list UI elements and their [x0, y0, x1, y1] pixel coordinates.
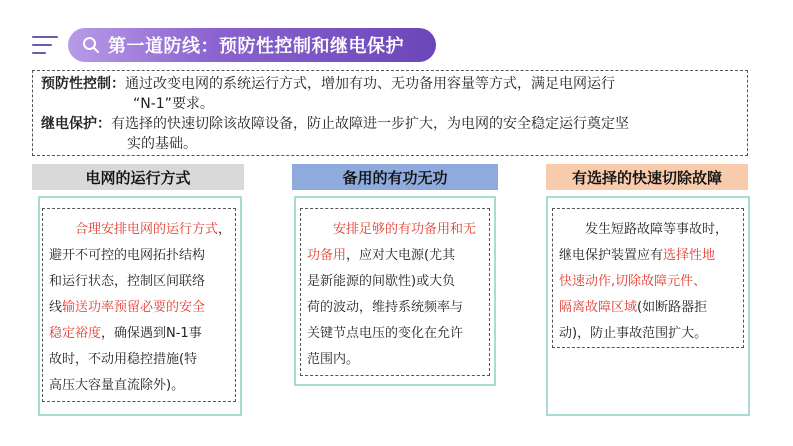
- highlighted-text: 安排足够的有功备用和无: [333, 222, 477, 237]
- definition-text: 有选择的快速切除该故障设备，防止故障进一步扩大，为电网的安全稳定运行奠定坚: [111, 116, 629, 132]
- paragraph-line: [49, 373, 229, 399]
- definition-separator: ：: [111, 76, 125, 92]
- title-banner: [68, 28, 436, 62]
- paragraph-line: [49, 347, 229, 373]
- menu-icon-bar: [32, 52, 46, 54]
- highlighted-text: 稳定裕度: [49, 326, 102, 341]
- paragraph-line: [559, 321, 737, 347]
- paragraph-line: [307, 321, 483, 347]
- body-text: 故时，不动用稳控措施(特: [49, 352, 198, 367]
- paragraph-line: [49, 243, 229, 269]
- definition-preventive-control: [41, 74, 739, 114]
- highlighted-text: 隔离故障区域: [559, 300, 638, 315]
- definition-text-continued: “N-1”要求。: [133, 96, 214, 112]
- paragraph-line: [49, 217, 232, 243]
- body-text: 和运行状态，控制区间联络: [49, 274, 206, 289]
- menu-icon-bar: [32, 36, 58, 38]
- body-text: ，确保遇到N-1事: [101, 326, 202, 341]
- paragraph-line: [307, 295, 483, 321]
- body-text: 高压大容量直流除外)。: [49, 378, 185, 393]
- highlighted-text: 输送功率预留必要的安全: [62, 300, 206, 315]
- body-text: 避开不可控的电网拓扑结构: [49, 248, 206, 263]
- paragraph-line: [49, 321, 229, 347]
- menu-icon-bar: [32, 44, 52, 46]
- menu-icon[interactable]: [32, 36, 58, 56]
- definition-separator: ：: [97, 116, 111, 132]
- search-icon: [82, 36, 100, 54]
- page-title: 第一道防线：预防性控制和继电保护: [108, 36, 404, 57]
- column-body-operation-mode: [42, 208, 236, 402]
- definition-relay-protection: [41, 114, 739, 154]
- body-text: (如断路器拒: [637, 300, 708, 315]
- body-text: 是新能源的间歇性)或大负: [307, 274, 456, 289]
- body-text: 荷的波动，维持系统频率与: [307, 300, 464, 315]
- column-header-reserve-power: 备用的有功无功: [292, 164, 498, 190]
- paragraph-line: [307, 217, 483, 243]
- paragraph-line: [559, 269, 737, 295]
- body-text: 关键节点电压的变化在允许: [307, 326, 464, 341]
- column-body-fault-clearing: [552, 208, 744, 348]
- highlighted-text: 合理安排电网的运行方式: [75, 222, 219, 237]
- definition-text-continued: 实的基础。: [127, 136, 197, 152]
- paragraph-line: [307, 347, 483, 373]
- paragraph-line: [559, 243, 737, 269]
- body-text: 线: [49, 300, 63, 315]
- body-text: 发生短路故障等事故时，: [585, 222, 729, 237]
- body-text: 继电保护装置应有: [559, 248, 664, 263]
- highlighted-text: 快速动作,切除故障元件、: [559, 274, 707, 289]
- column-header-fault-clearing: 有选择的快速切除故障: [546, 164, 748, 190]
- highlighted-text: 功备用: [307, 248, 347, 263]
- definitions-box: [32, 70, 748, 156]
- column-body-reserve-power: [300, 208, 490, 376]
- paragraph-line: [307, 269, 483, 295]
- definition-term: 继电保护: [41, 116, 97, 132]
- definition-text: 通过改变电网的系统运行方式，增加有功、无功备用容量等方式，满足电网运行: [125, 76, 615, 92]
- definition-term: 预防性控制: [41, 76, 111, 92]
- body-text: 动)，防止事故范围扩大。: [559, 326, 708, 341]
- body-text: 范围内。: [307, 352, 360, 367]
- body-text: ，: [218, 222, 232, 237]
- paragraph-line: [49, 269, 229, 295]
- highlighted-text: 选择性地: [663, 248, 716, 263]
- paragraph-line: [49, 295, 229, 321]
- column-header-operation-mode: 电网的运行方式: [32, 164, 244, 190]
- paragraph-line: [559, 217, 737, 243]
- paragraph-line: [559, 295, 737, 321]
- body-text: ，应对大电源(尤其: [346, 248, 456, 263]
- paragraph-line: [307, 243, 483, 269]
